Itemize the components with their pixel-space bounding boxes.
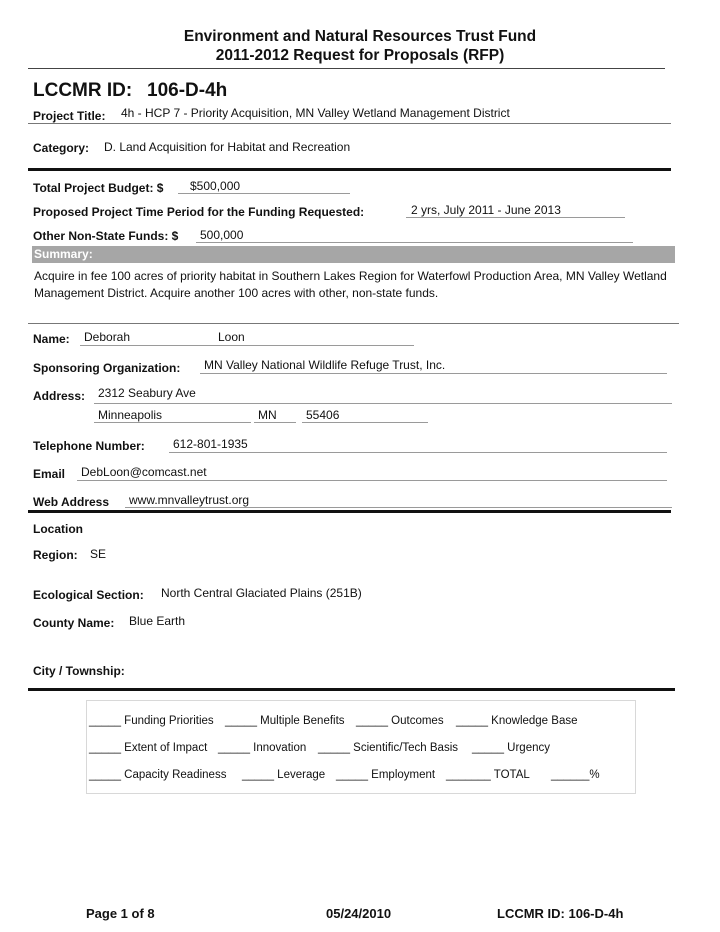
score-funding-priorities: _____ Funding Priorities — [89, 715, 214, 727]
footer-date: 05/24/2010 — [326, 906, 392, 921]
time-period-label: Proposed Project Time Period for the Funding Requested: — [33, 205, 365, 219]
address-label: Address: — [33, 389, 86, 403]
county-value: Blue Earth — [129, 614, 186, 628]
score-leverage: _____ Leverage — [242, 769, 326, 781]
organization-underline — [200, 373, 667, 374]
telephone-value: 612-801-1935 — [173, 437, 248, 451]
time-period-underline — [406, 217, 625, 218]
name-underline — [80, 345, 414, 346]
score-total: _______ TOTAL — [446, 769, 530, 781]
divider — [28, 123, 671, 124]
project-title-value: 4h - HCP 7 - Priority Acquisition, MN Valley Wetland Management District — [121, 106, 510, 120]
other-funds-label: Other Non-State Funds: $ — [33, 229, 179, 243]
scoring-box — [86, 700, 636, 794]
street-value: 2312 Seabury Ave — [98, 386, 196, 400]
summary-header: Summary: — [32, 246, 675, 263]
lccmr-id-value: 106-D-4h — [147, 80, 228, 101]
budget-underline — [178, 193, 350, 194]
document-title: Environment and Natural Resources Trust Fund — [183, 28, 537, 45]
email-underline — [77, 480, 667, 481]
name-label: Name: — [33, 332, 70, 346]
other-funds-value: 500,000 — [200, 228, 244, 242]
score-innovation: _____ Innovation — [218, 742, 307, 754]
ecological-section-value: North Central Glaciated Plains (251B) — [161, 586, 362, 600]
divider — [28, 323, 679, 324]
state-value: MN — [258, 408, 277, 422]
footer-page-number: Page 1 of 8 — [86, 906, 155, 921]
web-address-value: www.mnvalleytrust.org — [129, 493, 250, 507]
score-multiple-benefits: _____ Multiple Benefits — [225, 715, 345, 727]
telephone-label: Telephone Number: — [33, 439, 145, 453]
location-heading: Location — [33, 522, 83, 536]
state-underline — [254, 422, 296, 423]
score-outcomes: _____ Outcomes — [356, 715, 444, 727]
first-name-value: Deborah — [84, 330, 131, 344]
county-label: County Name: — [33, 616, 115, 630]
city-value: Minneapolis — [98, 408, 163, 422]
category-value: D. Land Acquisition for Habitat and Recreation — [104, 140, 351, 154]
category-label: Category: — [33, 141, 90, 155]
section-divider — [28, 510, 671, 513]
city-township-label: City / Township: — [33, 664, 125, 678]
email-label: Email — [33, 467, 66, 481]
score-scientific-tech-basis: _____ Scientific/Tech Basis — [318, 742, 458, 754]
header-divider — [28, 68, 665, 69]
zip-underline — [302, 422, 428, 423]
organization-label: Sponsoring Organization: — [33, 361, 181, 375]
time-period-value: 2 yrs, July 2011 - June 2013 — [411, 203, 561, 217]
budget-label: Total Project Budget: $ — [33, 181, 164, 195]
organization-value: MN Valley National Wildlife Refuge Trust, Inc. — [204, 358, 446, 372]
lccmr-id-label: LCCMR ID: — [33, 80, 133, 101]
ecological-section-label: Ecological Section: — [33, 588, 144, 602]
budget-value: $500,000 — [190, 179, 241, 193]
score-capacity-readiness: _____ Capacity Readiness — [89, 769, 227, 781]
last-name-value: Loon — [218, 330, 245, 344]
region-value: SE — [90, 547, 107, 561]
summary-text: Acquire in fee 100 acres of priority habitat in Southern Lakes Region for Waterfowl Production Area, MN Valley Wetland Management District. Acquire another 100 acres with other, non-state funds. — [34, 269, 667, 300]
city-underline — [94, 422, 251, 423]
project-title-label: Project Title: — [33, 109, 106, 123]
footer-lccmr-id: LCCMR ID: 106-D-4h — [497, 906, 624, 921]
section-divider — [28, 688, 675, 691]
score-urgency: _____ Urgency — [472, 742, 550, 754]
score-knowledge-base: _____ Knowledge Base — [456, 715, 578, 727]
document-subtitle: 2011-2012 Request for Proposals (RFP) — [215, 47, 505, 64]
telephone-underline — [169, 452, 667, 453]
section-divider — [28, 168, 671, 171]
score-employment: _____ Employment — [336, 769, 436, 781]
score-percent: ______% — [551, 769, 600, 781]
street-underline — [94, 403, 672, 404]
web-address-label: Web Address — [33, 495, 110, 509]
score-extent-of-impact: _____ Extent of Impact — [89, 742, 208, 754]
zip-value: 55406 — [306, 408, 340, 422]
region-label: Region: — [33, 548, 78, 562]
other-funds-underline — [196, 242, 633, 243]
email-value: DebLoon@comcast.net — [81, 465, 207, 479]
web-address-underline — [125, 507, 672, 508]
